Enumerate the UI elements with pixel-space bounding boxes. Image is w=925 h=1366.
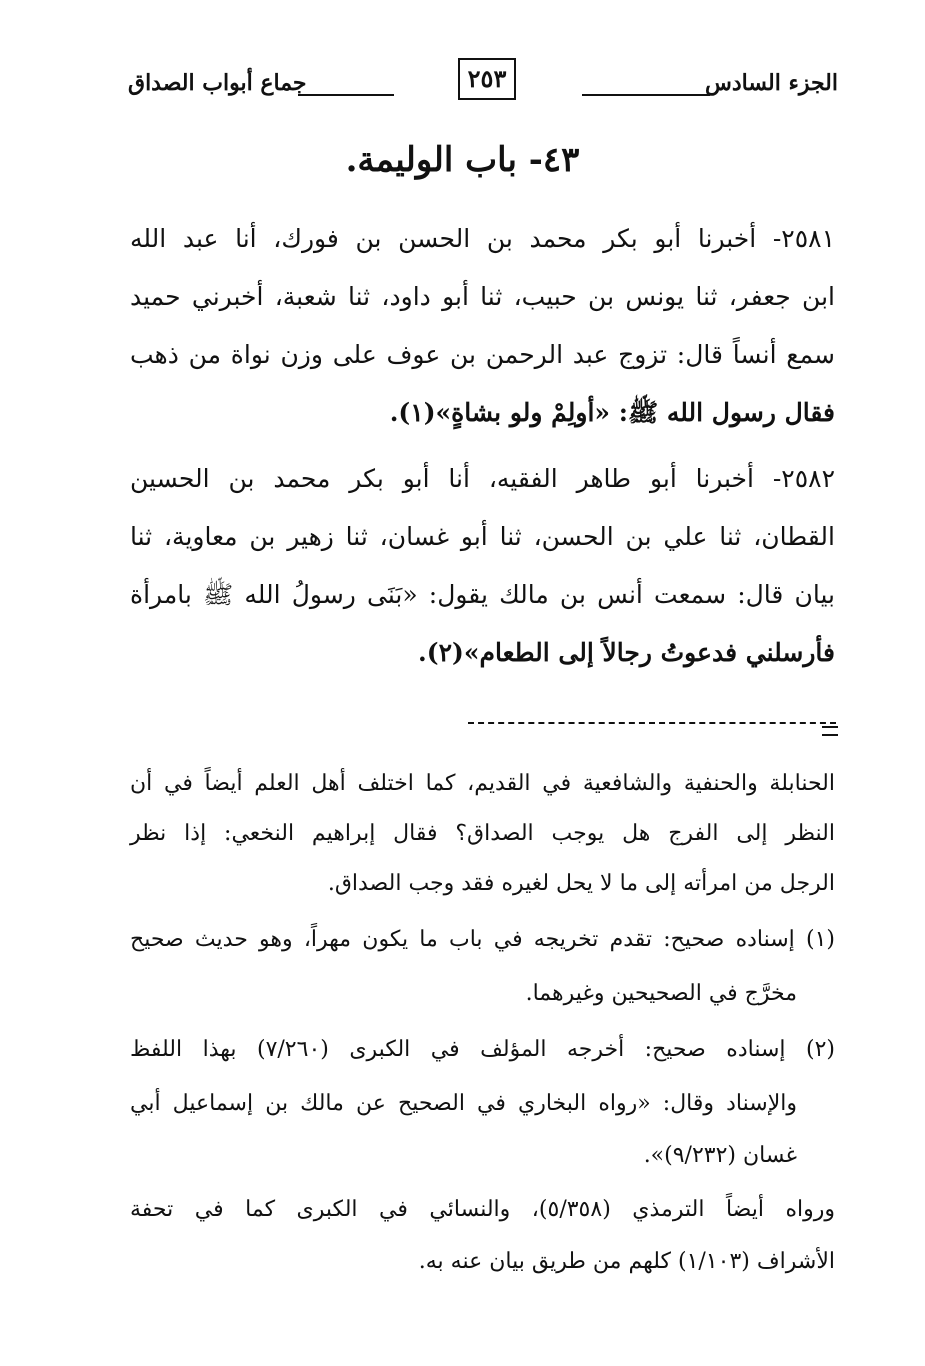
running-header xyxy=(128,58,838,108)
footnote-continued-line-2: النظر إلى الفرج هل يوجب الصداق؟ فقال إبراهيم النخعي: إذا نظر xyxy=(130,821,835,846)
hadith-2582-line-1: ٢٥٨٢- أخبرنا أبو طاهر الفقيه، أنا أبو بكر محمد بن الحسين xyxy=(130,464,835,493)
header-volume: الجزء السادس xyxy=(705,70,838,96)
footnote-2-line-4: ورواه أيضاً الترمذي (٥/٣٥٨)، والنسائي في الكبرى كما في تحفة xyxy=(130,1197,836,1222)
page-number: ٢٥٣ xyxy=(458,58,516,100)
continuation-mark xyxy=(822,726,838,736)
footnote-2-line-5: الأشراف (١/١٠٣) كلهم من طريق بيان عنه به. xyxy=(418,1249,835,1274)
chapter-title: ٤٣- باب الوليمة. xyxy=(345,140,580,180)
hadith-2582-line-4: فأرسلني فدعوتُ رجالاً إلى الطعام»(٢). xyxy=(418,638,835,667)
footnote-continued-line-1: الحنابلة والحنفية والشافعية في القديم، كما اختلف أهل العلم أيضاً في أن xyxy=(130,771,835,796)
hadith-2581-line-1: ٢٥٨١- أخبرنا أبو بكر محمد بن الحسن بن فورك، أنا عبد الله xyxy=(130,224,835,253)
hadith-2582-line-3: بيان قال: سمعت أنس بن مالك يقول: «بَنَى رسولُ الله ﷺ بامرأة xyxy=(130,580,835,609)
header-rule-left xyxy=(298,94,394,96)
footnote-1-line-1: (١) إسناده صحيح: تقدم تخريجه في باب ما يكون مهراً، وهو حديث صحيح xyxy=(130,927,835,952)
hadith-2581-line-3: سمع أنساً قال: تزوج عبد الرحمن بن عوف على وزن نواة من ذهب xyxy=(130,340,835,369)
footnote-2-line-2: والإسناد وقال: «رواه البخاري في الصحيح عن مالك بن إسماعيل أبي xyxy=(130,1091,797,1116)
footnote-2-line-3: غسان (٩/٢٣٢)». xyxy=(643,1143,797,1168)
hadith-2581-line-4: فقال رسول الله ﷺ: «أولِمْ ولو بشاةٍ»(١). xyxy=(389,398,835,427)
header-section: جماع أبواب الصداق xyxy=(128,70,307,96)
hadith-2581-line-2: ابن جعفر، ثنا يونس بن حبيب، ثنا أبو داود، ثنا شعبة، أخبرني حميد xyxy=(130,282,835,311)
footnote-1-line-2: مخرَّج في الصحيحين وغيرهما. xyxy=(525,981,797,1006)
hadith-2582-line-2: القطان، ثنا علي بن الحسن، ثنا أبو غسان، ثنا زهير بن معاوية، ثنا xyxy=(130,522,835,551)
footnote-continued-line-3: الرجل من امرأته إلى ما لا يحل لغيره فقد وجب الصداق. xyxy=(327,871,835,896)
separator-dashed-rule xyxy=(468,722,836,724)
footnote-2-line-1: (٢) إسناده صحيح: أخرجه المؤلف في الكبرى (٧/٢٦٠) بهذا اللفظ xyxy=(130,1037,835,1062)
footnote-separator xyxy=(0,710,925,750)
header-rule-right xyxy=(582,94,710,96)
